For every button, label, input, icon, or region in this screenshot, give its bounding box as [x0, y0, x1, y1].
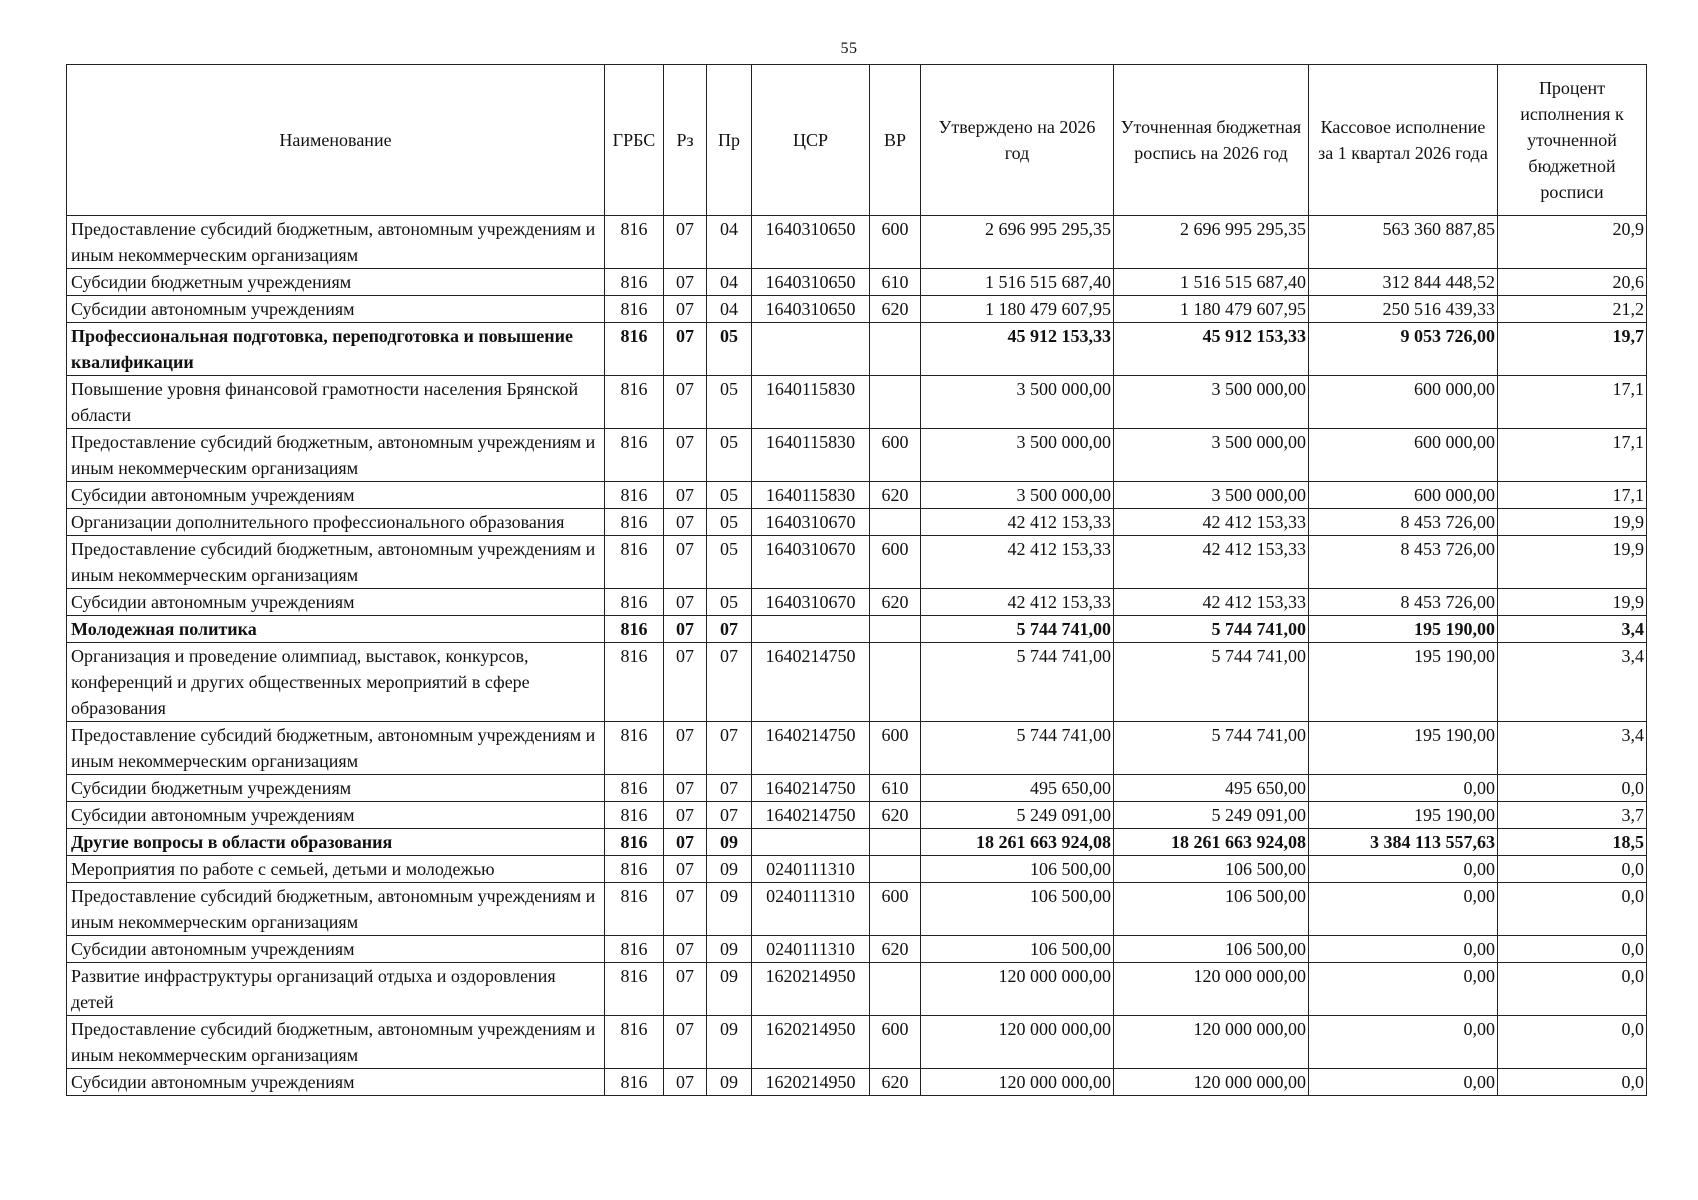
approved-cell: 106 500,00: [921, 856, 1114, 883]
percent-cell: 0,0: [1498, 856, 1647, 883]
name-cell: Субсидии бюджетным учреждениям: [67, 269, 605, 296]
vr-cell: [870, 323, 921, 376]
rz-cell: 07: [664, 589, 707, 616]
pr-cell: 04: [707, 296, 752, 323]
grbs-cell: 816: [605, 323, 664, 376]
approved-cell: 106 500,00: [921, 936, 1114, 963]
csr-cell: 1620214950: [752, 1069, 870, 1096]
vr-cell: 600: [870, 216, 921, 269]
name-cell: Развитие инфраструктуры организаций отдыха и оздоровления детей: [67, 963, 605, 1016]
pr-cell: 05: [707, 376, 752, 429]
vr-cell: 610: [870, 269, 921, 296]
approved-cell: 495 650,00: [921, 775, 1114, 802]
percent-cell: 17,1: [1498, 482, 1647, 509]
pr-cell: 09: [707, 1016, 752, 1069]
approved-cell: 3 500 000,00: [921, 376, 1114, 429]
cash-execution-cell: 0,00: [1309, 1069, 1498, 1096]
csr-cell: 1620214950: [752, 1016, 870, 1069]
cash-execution-cell: 9 053 726,00: [1309, 323, 1498, 376]
revised-cell: 5 744 741,00: [1114, 722, 1309, 775]
rz-cell: 07: [664, 376, 707, 429]
grbs-cell: 816: [605, 616, 664, 643]
approved-cell: 5 744 741,00: [921, 643, 1114, 722]
percent-cell: 19,9: [1498, 589, 1647, 616]
vr-cell: [870, 509, 921, 536]
pr-cell: 09: [707, 936, 752, 963]
rz-cell: 07: [664, 722, 707, 775]
pr-cell: 05: [707, 589, 752, 616]
name-cell: Субсидии бюджетным учреждениям: [67, 775, 605, 802]
pr-cell: 09: [707, 963, 752, 1016]
rz-cell: 07: [664, 775, 707, 802]
name-cell: Молодежная политика: [67, 616, 605, 643]
grbs-cell: 816: [605, 376, 664, 429]
rz-cell: 07: [664, 216, 707, 269]
grbs-cell: 816: [605, 963, 664, 1016]
vr-cell: 610: [870, 775, 921, 802]
vr-cell: 600: [870, 883, 921, 936]
table-row: [67, 536, 1647, 589]
pr-cell: 05: [707, 429, 752, 482]
percent-cell: 0,0: [1498, 1069, 1647, 1096]
table-row: [67, 936, 1647, 963]
name-cell: Предоставление субсидий бюджетным, автономным учреждениям и иным некоммерческим организациям: [67, 216, 605, 269]
table-row: [67, 722, 1647, 775]
csr-cell: 0240111310: [752, 936, 870, 963]
name-cell: Предоставление субсидий бюджетным, автономным учреждениям и иным некоммерческим организациям: [67, 536, 605, 589]
cash-execution-cell: 195 190,00: [1309, 643, 1498, 722]
cash-execution-cell: 0,00: [1309, 936, 1498, 963]
csr-cell: 1640214750: [752, 643, 870, 722]
name-cell: Повышение уровня финансовой грамотности населения Брянской области: [67, 376, 605, 429]
approved-cell: 42 412 153,33: [921, 509, 1114, 536]
percent-cell: 0,0: [1498, 775, 1647, 802]
csr-cell: [752, 616, 870, 643]
cash-execution-cell: 312 844 448,52: [1309, 269, 1498, 296]
revised-cell: 106 500,00: [1114, 936, 1309, 963]
revised-cell: 1 180 479 607,95: [1114, 296, 1309, 323]
vr-cell: [870, 376, 921, 429]
budget-execution-table: [66, 64, 1647, 1096]
cash-execution-cell: 250 516 439,33: [1309, 296, 1498, 323]
vr-cell: [870, 829, 921, 856]
approved-cell: 5 744 741,00: [921, 616, 1114, 643]
name-cell: Профессиональная подготовка, переподготовка и повышение квалификации: [67, 323, 605, 376]
pr-cell: 07: [707, 643, 752, 722]
table-body: [67, 216, 1647, 1096]
pr-cell: 09: [707, 829, 752, 856]
cash-execution-cell: 8 453 726,00: [1309, 536, 1498, 589]
approved-cell: 45 912 153,33: [921, 323, 1114, 376]
csr-cell: 1640214750: [752, 802, 870, 829]
revised-cell: 42 412 153,33: [1114, 589, 1309, 616]
vr-cell: 620: [870, 1069, 921, 1096]
percent-cell: 20,6: [1498, 269, 1647, 296]
percent-cell: 3,4: [1498, 643, 1647, 722]
table-row: [67, 269, 1647, 296]
approved-cell: 1 180 479 607,95: [921, 296, 1114, 323]
cash-execution-cell: 600 000,00: [1309, 429, 1498, 482]
percent-cell: 0,0: [1498, 883, 1647, 936]
revised-cell: 106 500,00: [1114, 856, 1309, 883]
approved-cell: 5 744 741,00: [921, 722, 1114, 775]
percent-cell: 3,7: [1498, 802, 1647, 829]
table-row: [67, 856, 1647, 883]
cash-execution-cell: 563 360 887,85: [1309, 216, 1498, 269]
revised-cell: 45 912 153,33: [1114, 323, 1309, 376]
table-row: [67, 775, 1647, 802]
csr-cell: [752, 323, 870, 376]
name-cell: Организации дополнительного профессионального образования: [67, 509, 605, 536]
grbs-cell: 816: [605, 269, 664, 296]
pr-cell: 09: [707, 1069, 752, 1096]
rz-cell: 07: [664, 616, 707, 643]
vr-cell: 600: [870, 1016, 921, 1069]
name-cell: Предоставление субсидий бюджетным, автономным учреждениям и иным некоммерческим организациям: [67, 883, 605, 936]
percent-cell: 19,9: [1498, 509, 1647, 536]
pr-cell: 05: [707, 323, 752, 376]
rz-cell: 07: [664, 323, 707, 376]
revised-cell: 120 000 000,00: [1114, 963, 1309, 1016]
grbs-cell: 816: [605, 482, 664, 509]
grbs-cell: 816: [605, 509, 664, 536]
percent-cell: 0,0: [1498, 963, 1647, 1016]
percent-cell: 0,0: [1498, 1016, 1647, 1069]
grbs-cell: 816: [605, 883, 664, 936]
col-header-pr: Пр: [707, 65, 752, 216]
grbs-cell: 816: [605, 536, 664, 589]
revised-cell: 120 000 000,00: [1114, 1069, 1309, 1096]
table-row: [67, 1016, 1647, 1069]
csr-cell: 0240111310: [752, 883, 870, 936]
grbs-cell: 816: [605, 1016, 664, 1069]
csr-cell: 1640115830: [752, 482, 870, 509]
grbs-cell: 816: [605, 775, 664, 802]
cash-execution-cell: 0,00: [1309, 775, 1498, 802]
revised-cell: 120 000 000,00: [1114, 1016, 1309, 1069]
name-cell: Мероприятия по работе с семьей, детьми и молодежью: [67, 856, 605, 883]
approved-cell: 2 696 995 295,35: [921, 216, 1114, 269]
table-row: [67, 376, 1647, 429]
grbs-cell: 816: [605, 802, 664, 829]
csr-cell: 1640310650: [752, 296, 870, 323]
csr-cell: 0240111310: [752, 856, 870, 883]
revised-cell: 42 412 153,33: [1114, 509, 1309, 536]
percent-cell: 20,9: [1498, 216, 1647, 269]
csr-cell: 1640115830: [752, 376, 870, 429]
name-cell: Субсидии автономным учреждениям: [67, 296, 605, 323]
vr-cell: 620: [870, 482, 921, 509]
approved-cell: 3 500 000,00: [921, 482, 1114, 509]
rz-cell: 07: [664, 269, 707, 296]
revised-cell: 495 650,00: [1114, 775, 1309, 802]
rz-cell: 07: [664, 829, 707, 856]
cash-execution-cell: 600 000,00: [1309, 376, 1498, 429]
vr-cell: [870, 616, 921, 643]
table-row-section: [67, 829, 1647, 856]
vr-cell: [870, 963, 921, 1016]
grbs-cell: 816: [605, 216, 664, 269]
csr-cell: 1640310670: [752, 536, 870, 589]
percent-cell: 21,2: [1498, 296, 1647, 323]
vr-cell: 600: [870, 536, 921, 589]
rz-cell: 07: [664, 936, 707, 963]
approved-cell: 18 261 663 924,08: [921, 829, 1114, 856]
table-row-section: [67, 616, 1647, 643]
col-header-rz: Рз: [664, 65, 707, 216]
name-cell: Субсидии автономным учреждениям: [67, 936, 605, 963]
table-row: [67, 589, 1647, 616]
csr-cell: 1640310670: [752, 589, 870, 616]
pr-cell: 07: [707, 775, 752, 802]
csr-cell: 1640310670: [752, 509, 870, 536]
revised-cell: 106 500,00: [1114, 883, 1309, 936]
approved-cell: 42 412 153,33: [921, 589, 1114, 616]
vr-cell: 620: [870, 802, 921, 829]
vr-cell: 620: [870, 936, 921, 963]
name-cell: Предоставление субсидий бюджетным, автономным учреждениям и иным некоммерческим организациям: [67, 722, 605, 775]
name-cell: Субсидии автономным учреждениям: [67, 802, 605, 829]
grbs-cell: 816: [605, 589, 664, 616]
grbs-cell: 816: [605, 856, 664, 883]
revised-cell: 18 261 663 924,08: [1114, 829, 1309, 856]
rz-cell: 07: [664, 802, 707, 829]
csr-cell: 1640310650: [752, 269, 870, 296]
cash-execution-cell: 8 453 726,00: [1309, 509, 1498, 536]
percent-cell: 17,1: [1498, 376, 1647, 429]
table-header: [67, 65, 1647, 216]
cash-execution-cell: 0,00: [1309, 856, 1498, 883]
revised-cell: 42 412 153,33: [1114, 536, 1309, 589]
grbs-cell: 816: [605, 296, 664, 323]
name-cell: Предоставление субсидий бюджетным, автономным учреждениям и иным некоммерческим организациям: [67, 429, 605, 482]
cash-execution-cell: 195 190,00: [1309, 722, 1498, 775]
name-cell: Субсидии автономным учреждениям: [67, 589, 605, 616]
rz-cell: 07: [664, 509, 707, 536]
cash-execution-cell: 0,00: [1309, 1016, 1498, 1069]
percent-cell: 18,5: [1498, 829, 1647, 856]
approved-cell: 1 516 515 687,40: [921, 269, 1114, 296]
revised-cell: 3 500 000,00: [1114, 429, 1309, 482]
percent-cell: 3,4: [1498, 722, 1647, 775]
percent-cell: 3,4: [1498, 616, 1647, 643]
pr-cell: 04: [707, 216, 752, 269]
grbs-cell: 816: [605, 829, 664, 856]
pr-cell: 07: [707, 722, 752, 775]
cash-execution-cell: 0,00: [1309, 883, 1498, 936]
pr-cell: 07: [707, 802, 752, 829]
table-row: [67, 216, 1647, 269]
vr-cell: 600: [870, 722, 921, 775]
rz-cell: 07: [664, 296, 707, 323]
name-cell: Другие вопросы в области образования: [67, 829, 605, 856]
name-cell: Организация и проведение олимпиад, выставок, конкурсов, конференций и других общественных мероприятий в сфере образования: [67, 643, 605, 722]
approved-cell: 5 249 091,00: [921, 802, 1114, 829]
csr-cell: 1640214750: [752, 775, 870, 802]
rz-cell: 07: [664, 536, 707, 589]
csr-cell: 1640115830: [752, 429, 870, 482]
name-cell: Предоставление субсидий бюджетным, автономным учреждениям и иным некоммерческим организациям: [67, 1016, 605, 1069]
table-row: [67, 1069, 1647, 1096]
approved-cell: 3 500 000,00: [921, 429, 1114, 482]
page-number: 55: [840, 40, 858, 57]
percent-cell: 0,0: [1498, 936, 1647, 963]
vr-cell: [870, 643, 921, 722]
csr-cell: [752, 829, 870, 856]
csr-cell: 1640310650: [752, 216, 870, 269]
col-header-csr: ЦСР: [752, 65, 870, 216]
revised-cell: 5 744 741,00: [1114, 643, 1309, 722]
pr-cell: 05: [707, 536, 752, 589]
grbs-cell: 816: [605, 643, 664, 722]
col-header-approved: Утверждено на 2026 год: [921, 65, 1114, 216]
table-row: [67, 296, 1647, 323]
rz-cell: 07: [664, 1069, 707, 1096]
col-header-revised: Уточненная бюджетная роспись на 2026 год: [1114, 65, 1309, 216]
cash-execution-cell: 195 190,00: [1309, 802, 1498, 829]
pr-cell: 09: [707, 856, 752, 883]
approved-cell: 120 000 000,00: [921, 1016, 1114, 1069]
rz-cell: 07: [664, 429, 707, 482]
col-header-percent: Процент исполнения к уточненной бюджетной росписи: [1498, 65, 1647, 216]
rz-cell: 07: [664, 963, 707, 1016]
rz-cell: 07: [664, 883, 707, 936]
approved-cell: 106 500,00: [921, 883, 1114, 936]
col-header-cash-execution: Кассовое исполнение за 1 квартал 2026 года: [1309, 65, 1498, 216]
name-cell: Субсидии автономным учреждениям: [67, 1069, 605, 1096]
table-row: [67, 643, 1647, 722]
revised-cell: 2 696 995 295,35: [1114, 216, 1309, 269]
table-row: [67, 429, 1647, 482]
table-row-section: [67, 323, 1647, 376]
revised-cell: 5 249 091,00: [1114, 802, 1309, 829]
grbs-cell: 816: [605, 429, 664, 482]
col-header-grbs: ГРБС: [605, 65, 664, 216]
pr-cell: 09: [707, 883, 752, 936]
approved-cell: 42 412 153,33: [921, 536, 1114, 589]
table-row: [67, 802, 1647, 829]
pr-cell: 05: [707, 482, 752, 509]
cash-execution-cell: 600 000,00: [1309, 482, 1498, 509]
vr-cell: [870, 856, 921, 883]
name-cell: Субсидии автономным учреждениям: [67, 482, 605, 509]
col-header-vr: ВР: [870, 65, 921, 216]
cash-execution-cell: 195 190,00: [1309, 616, 1498, 643]
vr-cell: 620: [870, 296, 921, 323]
cash-execution-cell: 3 384 113 557,63: [1309, 829, 1498, 856]
percent-cell: 19,9: [1498, 536, 1647, 589]
percent-cell: 19,7: [1498, 323, 1647, 376]
table-row: [67, 883, 1647, 936]
revised-cell: 5 744 741,00: [1114, 616, 1309, 643]
rz-cell: 07: [664, 1016, 707, 1069]
csr-cell: 1620214950: [752, 963, 870, 1016]
pr-cell: 04: [707, 269, 752, 296]
cash-execution-cell: 0,00: [1309, 963, 1498, 1016]
approved-cell: 120 000 000,00: [921, 1069, 1114, 1096]
approved-cell: 120 000 000,00: [921, 963, 1114, 1016]
csr-cell: 1640214750: [752, 722, 870, 775]
cash-execution-cell: 8 453 726,00: [1309, 589, 1498, 616]
rz-cell: 07: [664, 482, 707, 509]
pr-cell: 07: [707, 616, 752, 643]
vr-cell: 620: [870, 589, 921, 616]
header-row: [67, 65, 1647, 216]
table-row: [67, 963, 1647, 1016]
table-row: [67, 482, 1647, 509]
rz-cell: 07: [664, 643, 707, 722]
col-header-name: Наименование: [67, 65, 605, 216]
revised-cell: 3 500 000,00: [1114, 376, 1309, 429]
table-row: [67, 509, 1647, 536]
rz-cell: 07: [664, 856, 707, 883]
grbs-cell: 816: [605, 722, 664, 775]
vr-cell: 600: [870, 429, 921, 482]
percent-cell: 17,1: [1498, 429, 1647, 482]
grbs-cell: 816: [605, 936, 664, 963]
pr-cell: 05: [707, 509, 752, 536]
grbs-cell: 816: [605, 1069, 664, 1096]
revised-cell: 3 500 000,00: [1114, 482, 1309, 509]
revised-cell: 1 516 515 687,40: [1114, 269, 1309, 296]
